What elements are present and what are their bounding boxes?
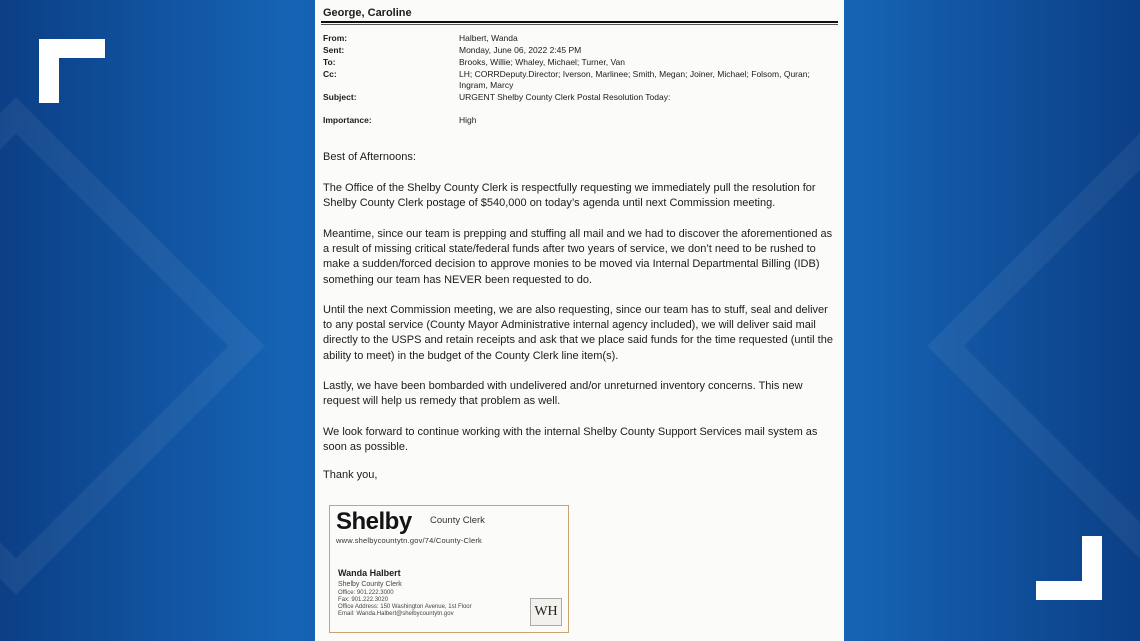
header-sent-label: Sent: — [323, 45, 345, 55]
header-subject-label: Subject: — [323, 92, 357, 102]
header-importance-value: High — [459, 115, 477, 125]
corner-bracket-bottom-right — [1036, 536, 1102, 600]
paragraph-1: The Office of the Shelby County Clerk is respectfully requesting we immediately pull the resolution for Shelby County Clerk postage of $540,000 on today’s agenda until next Commission meeting. — [323, 182, 816, 210]
signature-name: Wanda Halbert — [338, 568, 401, 578]
header-subject-value: URGENT Shelby County Clerk Postal Resolution Today: — [459, 92, 671, 102]
corner-bracket-top-left — [39, 39, 105, 103]
signature-title: Shelby County Clerk — [338, 581, 402, 588]
paragraph-3: Until the next Commission meeting, we are also requesting, since our team has to stuff, seal and deliver to any postal service (County Mayor Administrative internal agency included), we will deliver said mail directly to the USPS and retain receipts and ask that we place said funds for the time requested (until the ability to meet) in the budget of the County Clerk line item(s). — [323, 304, 833, 362]
background-diamond-left — [0, 97, 265, 595]
header-to-label: To: — [323, 57, 336, 67]
wh-logo: WH — [530, 598, 562, 626]
signature-address: Office Address: 150 Washington Avenue, 1st Floor — [338, 604, 472, 610]
background-diamond-right — [927, 97, 1140, 595]
signature-fax: Fax: 901.222.3020 — [338, 597, 389, 603]
signature-office: Office: 901.222.3000 — [338, 590, 394, 596]
signature-brand: Shelby — [336, 508, 412, 535]
closing: Thank you, — [323, 469, 378, 481]
paragraph-2: Meantime, since our team is prepping and stuffing all mail and we had to discover the aforementioned as a result of missing critical state/federal funds after two years of service, we don’t need to be rushed to make a sudden/forced decision to approve monies to be moved via Internal Departmental Billing (IDB) something our team has NEVER been requested to do. — [323, 228, 833, 286]
signature-brand-sub: County Clerk — [430, 515, 485, 526]
header-sent-value: Monday, June 06, 2022 2:45 PM — [459, 45, 582, 55]
signature-email: Email: Wanda.Halbert@shelbycountytn.gov — [338, 611, 454, 617]
email-document — [315, 0, 844, 641]
email-signature — [329, 505, 569, 633]
header-importance-label: Importance: — [323, 115, 372, 125]
header-cc-value: LH; CORRDeputy.Director; Iverson, Marlinee; Smith, Megan; Joiner, Michael; Folsom, Quran; Ingram, Marcy — [459, 69, 810, 90]
recipient-name: George, Caroline — [323, 7, 412, 19]
header-to-value: Brooks, Willie; Whaley, Michael; Turner, Van — [459, 57, 625, 67]
signature-url: www.shelbycountytn.gov/74/County-Clerk — [336, 536, 482, 545]
header-cc-label: Cc: — [323, 69, 337, 79]
header-divider — [321, 21, 838, 25]
paragraph-4: Lastly, we have been bombarded with undelivered and/or unreturned inventory concerns. This new request will help us remedy that problem as well. — [323, 380, 803, 408]
paragraph-5: We look forward to continue working with the internal Shelby County Support Services mail system as soon as possible. — [323, 426, 818, 454]
greeting: Best of Afternoons: — [323, 151, 416, 163]
header-from-value: Halbert, Wanda — [459, 33, 518, 43]
header-from-label: From: — [323, 33, 348, 43]
